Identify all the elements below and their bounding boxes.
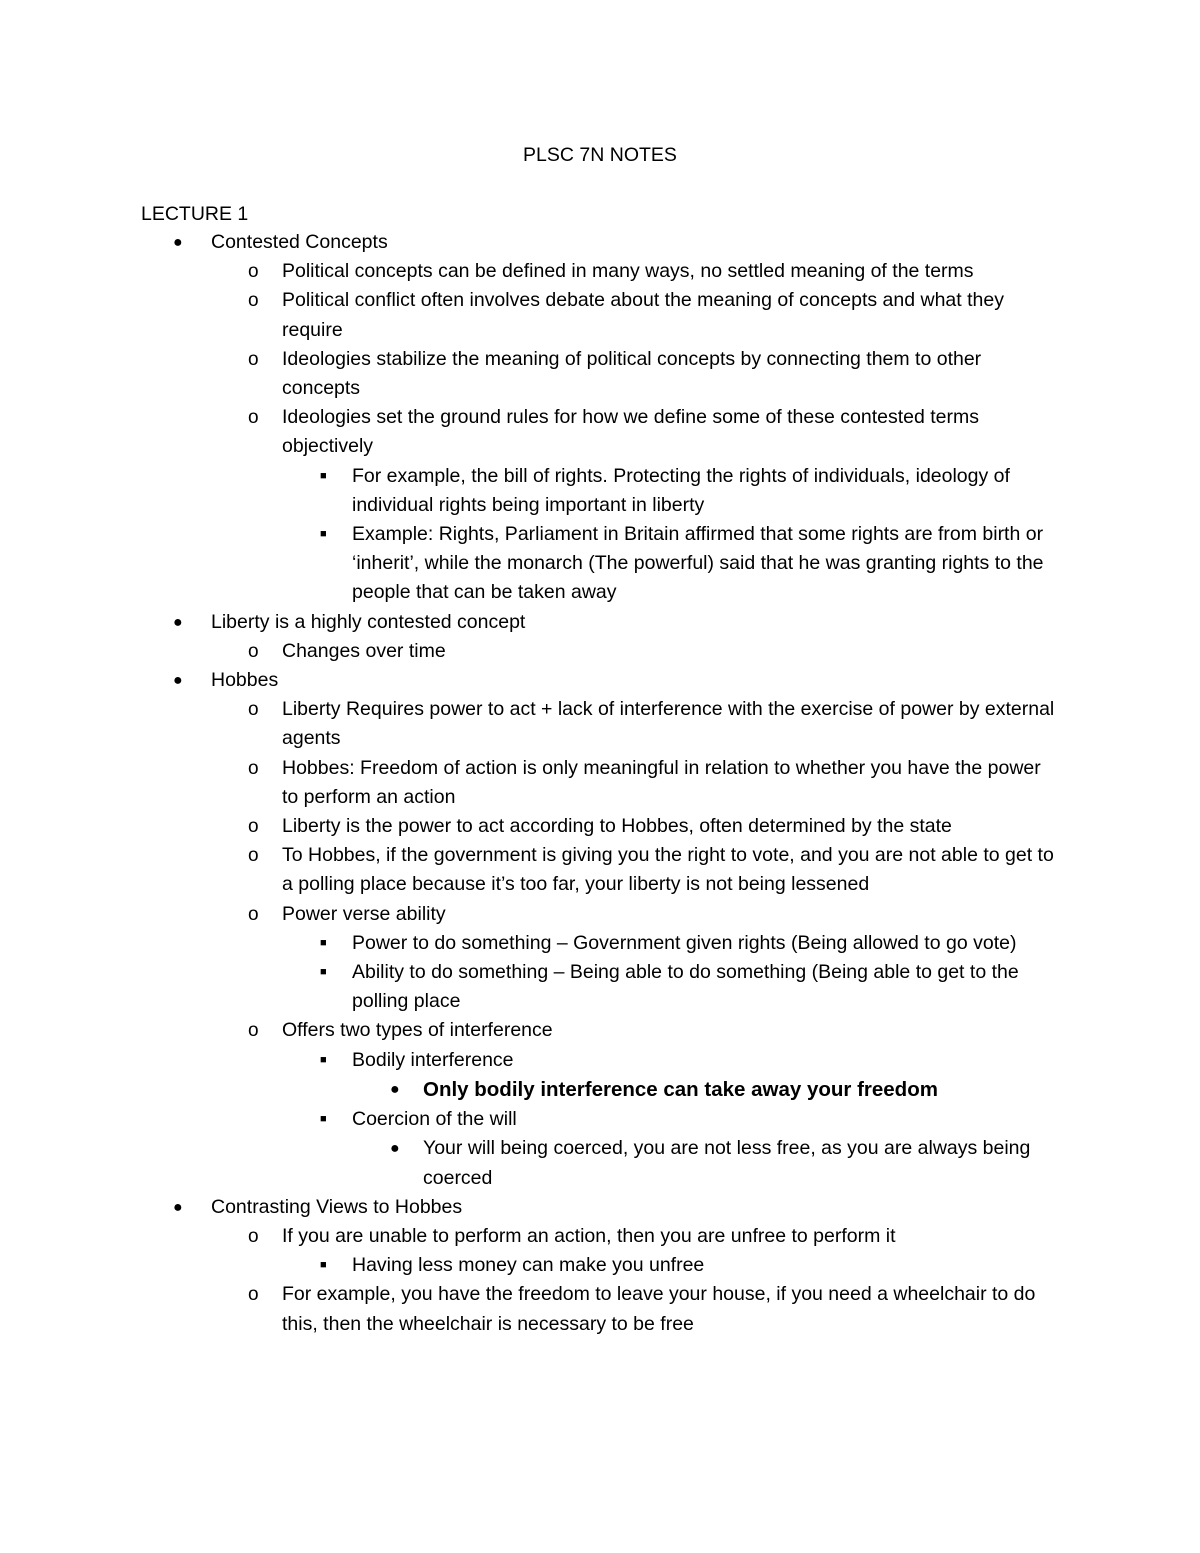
bullet-marker: o xyxy=(248,1225,259,1247)
bullet-marker: ● xyxy=(173,672,183,690)
list-item-text: Power to do something – Government given rights (Being allowed to go vote) xyxy=(352,931,1017,954)
bullet-marker: o xyxy=(248,845,259,867)
list-item-text: Contrasting Views to Hobbes xyxy=(211,1195,463,1218)
list-item-text: Ideologies set the ground rules for how we define some of these contested terms objectively xyxy=(282,406,979,458)
bullet-marker: ■ xyxy=(320,528,327,541)
list-item-text: Hobbes xyxy=(211,669,279,692)
bullet-marker: ● xyxy=(390,1080,400,1098)
list-item-text: Liberty is the power to act according to Hobbes, often determined by the state xyxy=(282,815,952,838)
list-item xyxy=(0,1222,1057,1251)
notes-list xyxy=(0,228,1200,1339)
list-item-text: Political concepts can be defined in many ways, no settled meaning of the terms xyxy=(282,260,974,283)
list-item xyxy=(0,1046,1062,1075)
list-item-text: Coercion of the will xyxy=(352,1108,517,1131)
list-item-text: For example, the bill of rights. Protecting the rights of individuals, ideology of individual rights being important in liberty xyxy=(352,464,1010,516)
list-item-text: Liberty is a highly contested concept xyxy=(211,610,526,633)
list-item xyxy=(0,1280,1057,1338)
bullet-marker: ■ xyxy=(320,1259,327,1272)
bullet-marker: ● xyxy=(173,1198,183,1216)
list-item xyxy=(0,403,1057,461)
list-item xyxy=(0,1251,1062,1280)
bullet-marker: o xyxy=(248,699,259,721)
bullet-marker: o xyxy=(248,407,259,429)
lecture-heading: LECTURE 1 xyxy=(141,203,249,225)
bullet-marker: ■ xyxy=(320,469,327,482)
bullet-marker: o xyxy=(248,290,259,312)
bullet-marker: ■ xyxy=(320,966,327,979)
list-item-text: Bodily interference xyxy=(352,1048,514,1071)
list-item-text: For example, you have the freedom to leave your house, if you need a wheelchair to do this, then the wheelchair is necessary to be free xyxy=(282,1283,1036,1335)
list-item xyxy=(0,637,1057,666)
list-item xyxy=(0,929,1062,958)
list-item xyxy=(0,812,1057,841)
list-item-text: Contested Concepts xyxy=(211,231,388,253)
bullet-marker: ■ xyxy=(320,1113,327,1126)
bullet-marker: ● xyxy=(173,613,183,631)
list-item xyxy=(0,1016,1057,1045)
list-item-text: If you are unable to perform an action, then you are unfree to perform it xyxy=(282,1224,896,1247)
list-item xyxy=(0,1193,1200,1222)
bullet-marker: o xyxy=(248,903,259,925)
list-item-text: Your will being coerced, you are not less free, as you are always being coerced xyxy=(423,1137,1031,1189)
list-item xyxy=(0,900,1057,929)
list-item xyxy=(0,345,1057,403)
bullet-marker: o xyxy=(248,816,259,838)
list-item xyxy=(0,462,1062,520)
list-item xyxy=(0,666,1200,695)
list-item-text: To Hobbes, if the government is giving you the right to vote, and you are not able to get to a polling place because it’s too far, your liberty is not being lessened xyxy=(282,844,1054,896)
list-item-text: Power verse ability xyxy=(282,902,446,925)
list-item xyxy=(0,841,1057,899)
list-item xyxy=(0,754,1057,812)
bullet-marker: o xyxy=(248,757,259,779)
list-item xyxy=(0,608,1200,637)
list-item-text: Ideologies stabilize the meaning of political concepts by connecting them to other concepts xyxy=(282,347,982,400)
list-item xyxy=(0,1105,1062,1134)
bullet-marker: ■ xyxy=(320,936,327,949)
bullet-marker: o xyxy=(248,640,259,662)
bullet-marker: o xyxy=(248,1284,259,1306)
list-item xyxy=(0,257,1057,286)
bullet-marker: o xyxy=(248,261,259,283)
list-item-text: Offers two types of interference xyxy=(282,1019,553,1042)
list-item xyxy=(0,1134,1048,1192)
bullet-marker: ● xyxy=(173,234,183,251)
list-item xyxy=(0,520,1062,608)
list-item xyxy=(0,695,1057,753)
list-item-text-emphasis: Only bodily interference can take away your freedom xyxy=(423,1077,938,1101)
bullet-marker: o xyxy=(248,348,259,370)
list-item-text: Hobbes: Freedom of action is only meaningful in relation to whether you have the power to perform an action xyxy=(282,756,1041,808)
document-title: PLSC 7N NOTES xyxy=(523,144,677,166)
list-item xyxy=(0,228,1200,257)
list-item-text: Liberty Requires power to act + lack of interference with the exercise of power by external agents xyxy=(282,698,1055,750)
list-item-text: Having less money can make you unfree xyxy=(352,1254,705,1277)
list-item-text: Example: Rights, Parliament in Britain affirmed that some rights are from birth or ‘inherit’, while the monarch (The powerful) said that he was granting rights to the people that can be taken away xyxy=(352,523,1044,604)
list-item xyxy=(0,286,1057,344)
list-item xyxy=(0,958,1062,1016)
list-item-text: Changes over time xyxy=(282,639,446,662)
bullet-marker: o xyxy=(248,1020,259,1042)
bullet-marker: ■ xyxy=(320,1053,327,1066)
list-item xyxy=(0,1075,1048,1105)
list-item-text: Political conflict often involves debate about the meaning of concepts and what they require xyxy=(282,289,1004,341)
bullet-marker: ● xyxy=(390,1140,400,1158)
list-item-text: Ability to do something – Being able to do something (Being able to get to the polling place xyxy=(352,961,1019,1013)
